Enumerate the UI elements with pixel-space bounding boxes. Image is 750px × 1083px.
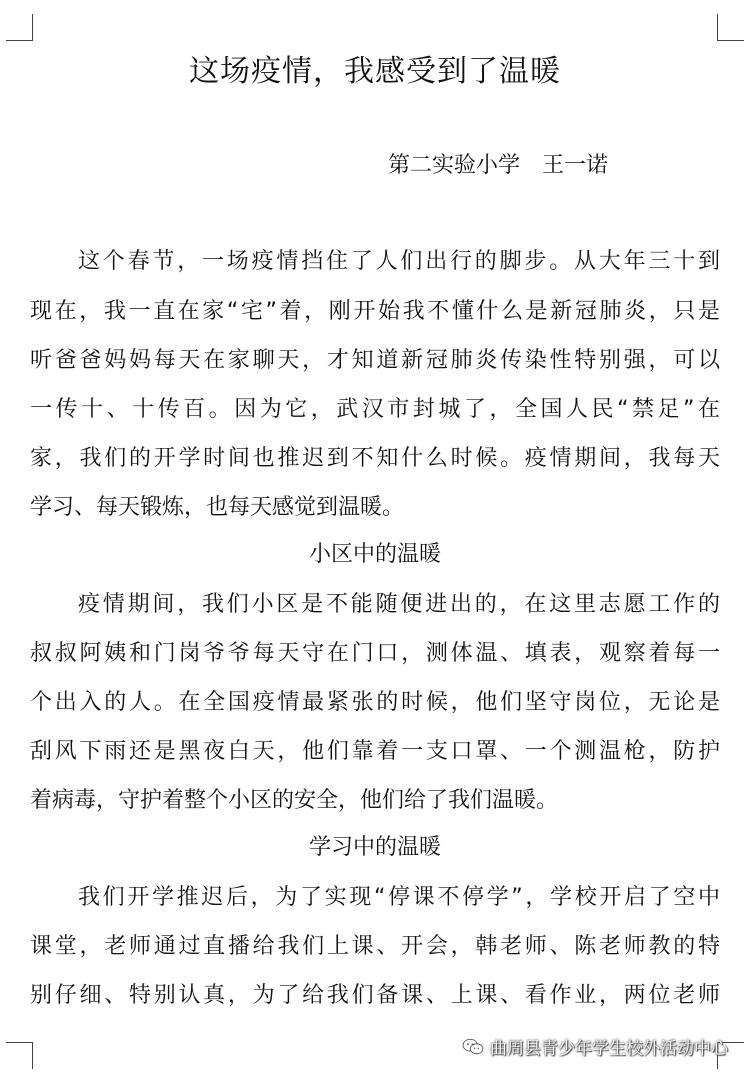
crop-mark-top-right [717, 14, 744, 41]
paragraph-2-line-4: 刮风下雨还是黑夜白天，他们靠着一支口罩、一个测温枪，防护 [30, 739, 720, 764]
paragraph-1-line-5: 家，我们的开学时间也推迟到不知什么时候。疫情期间，我每天 [30, 446, 720, 471]
author-line: 第二实验小学 王一诺 [388, 153, 609, 178]
section-heading-community: 小区中的温暖 [308, 542, 441, 567]
watermark [462, 1034, 728, 1059]
paragraph-2-line-1: 疫情期间，我们小区是不能随便进出的，在这里志愿工作的 [78, 592, 720, 617]
paragraph-3-line-3: 别仔细、特别认真，为了给我们备课、上课、看作业，两位老师 [30, 983, 720, 1008]
crop-mark-top-left [6, 14, 33, 41]
paragraph-2-line-2: 叔叔阿姨和门岗爷爷每天守在门口，测体温、填表，观察着每一 [30, 641, 720, 666]
paragraph-1-line-4: 一传十、十传百。因为它，武汉市封城了，全国人民“禁足”在 [30, 397, 720, 422]
paragraph-1-line-3: 听爸爸妈妈每天在家聊天，才知道新冠肺炎传染性特别强，可以 [30, 348, 720, 373]
paragraph-1-line-1: 这个春节，一场疫情挡住了人们出行的脚步。从大年三十到 [78, 249, 720, 274]
paragraph-3-line-1: 我们开学推迟后，为了实现“停课不停学”，学校开启了空中 [78, 885, 720, 910]
paragraph-1-line-2: 现在，我一直在家“宅”着，刚开始我不懂什么是新冠肺炎，只是 [30, 299, 720, 324]
watermark-text: 曲周县青少年学生校外活动中心 [490, 1039, 728, 1059]
document-title: 这场疫情，我感受到了温暖 [189, 54, 561, 89]
paragraph-2-line-5: 着病毒，守护着整个小区的安全，他们给了我们温暖。 [30, 788, 559, 813]
section-heading-study: 学习中的温暖 [308, 835, 441, 860]
paragraph-1-line-6: 学习、每天锻炼，也每天感觉到温暖。 [30, 495, 405, 520]
paragraph-2-line-3: 个出入的人。在全国疫情最紧张的时候，他们坚守岗位，无论是 [30, 690, 720, 715]
paragraph-3-line-2: 课堂，老师通过直播给我们上课、开会，韩老师、陈老师教的特 [30, 934, 720, 959]
wechat-icon [462, 1038, 484, 1056]
crop-mark-bottom-left [6, 1042, 33, 1069]
